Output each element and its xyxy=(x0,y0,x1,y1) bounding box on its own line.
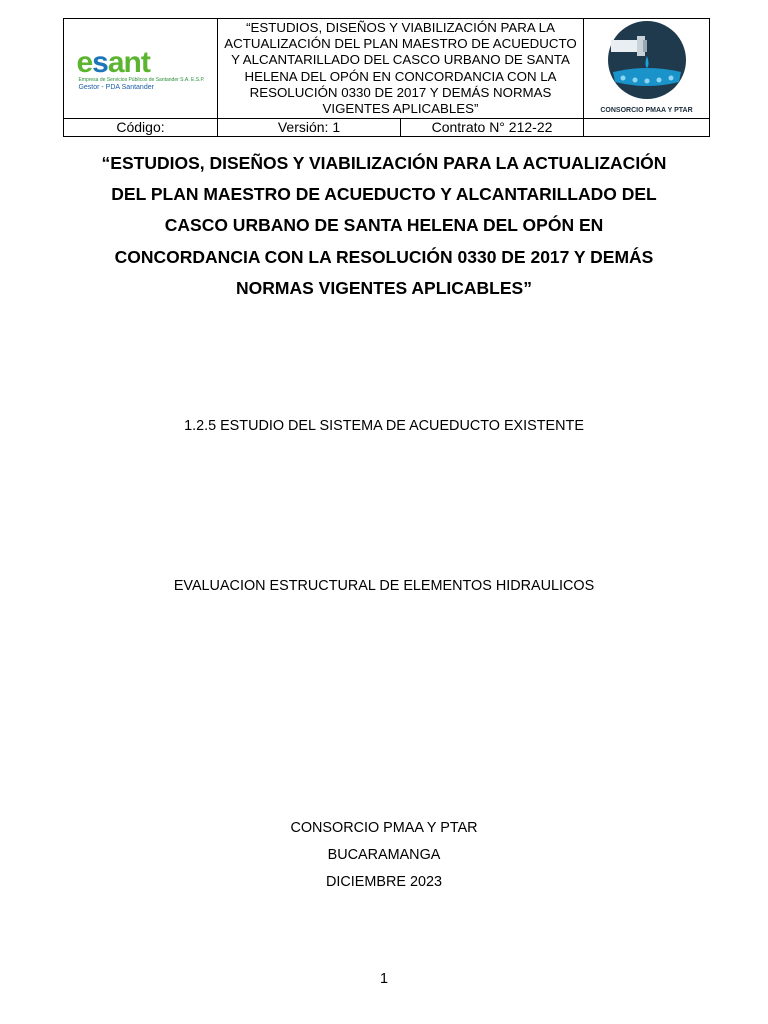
page-number: 1 xyxy=(379,971,388,987)
esant-gestor: Gestor - PDA Santander xyxy=(78,84,154,92)
document-date: DICIEMBRE 2023 xyxy=(326,874,442,890)
consorcio-logo-cell xyxy=(584,19,710,119)
empty-meta-cell xyxy=(584,119,710,137)
esant-logo-cell xyxy=(64,19,218,119)
section-heading: 1.2.5 ESTUDIO DEL SISTEMA DE ACUEDUCTO EXISTENTE xyxy=(184,418,584,434)
main-title: “ESTUDIOS, DISEÑOS Y VIABILIZACIÓN PARA LA ACTUALIZACIÓN DEL PLAN MAESTRO DE ACUEDUCTO Y ALCANTARILLADO DEL CASCO URBANO DE SANTA HELENA DEL OPÓN EN CONCORDANCIA CON LA RESOLUCIÓN 0330 DE 2017 Y DEMÁS NORMAS VIGENTES APLICABLES” xyxy=(101,153,667,298)
codigo-label: Código: xyxy=(64,119,218,137)
esant-subtitle: Empresa de Servicios Públicos de Santander S.A. E.S.P. xyxy=(78,77,205,84)
water-drop-logo-icon xyxy=(607,20,687,100)
city-name: BUCARAMANGA xyxy=(327,847,441,863)
organization-name: CONSORCIO PMAA Y PTAR xyxy=(290,820,478,836)
version-label: Versión: 1 xyxy=(218,119,401,137)
esant-logo: esant Empresa de Servicios Públicos de Santander S.A. E.S.P. Gestor - PDA Santander xyxy=(76,46,205,92)
contrato-label: Contrato N° 212-22 xyxy=(401,119,584,137)
document-header-table xyxy=(63,18,710,137)
consorcio-logo-label: CONSORCIO PMAA Y PTAR xyxy=(600,107,693,115)
consorcio-logo xyxy=(600,20,692,114)
header-title: “ESTUDIOS, DISEÑOS Y VIABILIZACIÓN PARA LA ACTUALIZACIÓN DEL PLAN MAESTRO DE ACUEDUCTO Y ALCANTARILLADO DEL CASCO URBANO DE SANTA HELENA DEL OPÓN EN CONCORDANCIA CON LA RESOLUCIÓN 0330 DE 2017 Y DEMÁS NORMAS VIGENTES APLICABLES” xyxy=(218,19,584,119)
evaluation-heading: EVALUACION ESTRUCTURAL DE ELEMENTOS HIDRAULICOS xyxy=(173,578,595,594)
